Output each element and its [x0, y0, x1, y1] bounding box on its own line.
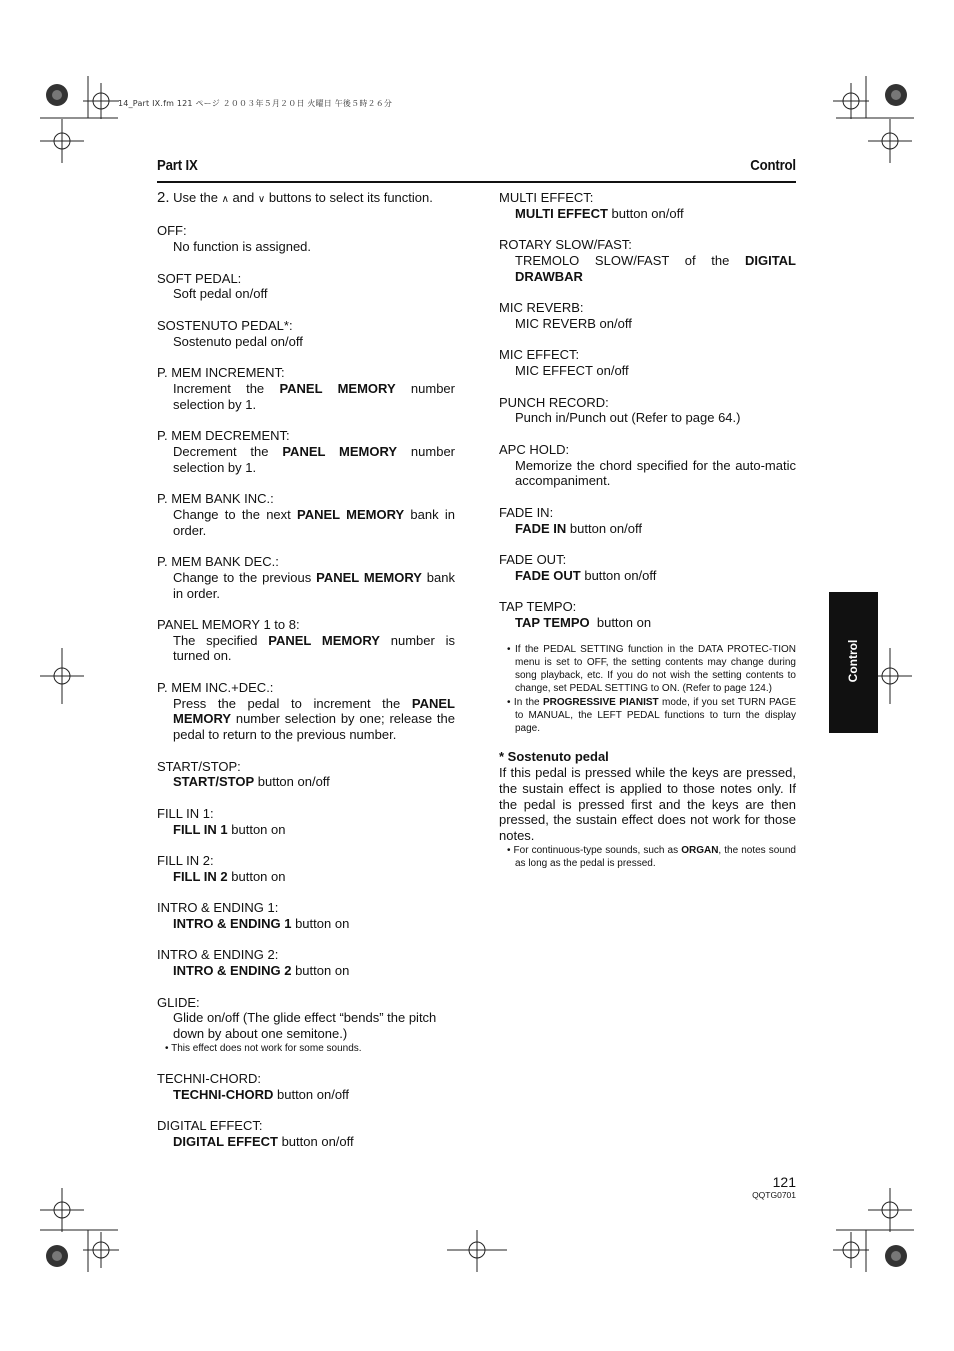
- step-2: [157, 190, 455, 208]
- entry-pmem-increment: [157, 365, 455, 412]
- entry-desc: Decrement the PANEL MEMORY number selection by 1.: [173, 443, 455, 475]
- entry-apc-hold: [499, 442, 796, 489]
- entry-desc: TREMOLO SLOW/FAST of the DIGITAL DRAWBAR: [515, 252, 796, 284]
- entry-multi-effect: [499, 190, 796, 222]
- entry-tap-tempo: [499, 599, 796, 631]
- entry-rotary: [499, 237, 796, 284]
- entry-desc: Change to the next PANEL MEMORY bank in order.: [173, 506, 455, 538]
- entry-pmem-inc-dec: [157, 680, 455, 743]
- left-column: [157, 190, 455, 1165]
- note-organ: • For continuous-type sounds, such as ORGAN, the notes sound as long as the pedal is pressed.: [507, 844, 796, 870]
- step-text-before: Use the: [173, 190, 218, 205]
- right-column: [499, 190, 796, 870]
- print-header: 14_Part IX.fm 121 ページ ２００３年５月２０日 火曜日 午後５時２６分: [118, 99, 393, 108]
- entry-punch-record: [499, 395, 796, 427]
- entry-fade-out: [499, 552, 796, 584]
- entry-term: START/STOP:: [157, 758, 241, 774]
- entry-fill-in-2: [157, 853, 455, 885]
- entry-desc: Glide on/off (The glide effect “bends” the pitch down by about one semitone.): [173, 1010, 437, 1042]
- entry-techni-chord: [157, 1071, 455, 1103]
- entry-term: P. MEM BANK DEC.:: [157, 553, 279, 569]
- entry-term: MULTI EFFECT:: [499, 190, 594, 205]
- side-tab: [829, 592, 878, 733]
- entry-term: INTRO & ENDING 2:: [157, 947, 279, 963]
- entry-term: MIC EFFECT:: [499, 347, 580, 363]
- section-title: Control: [750, 157, 796, 174]
- entry-desc: START/STOP button on/off: [173, 774, 330, 790]
- entry-pmem-bank-inc: [157, 491, 455, 538]
- entry-desc: TECHNI-CHORD button on/off: [173, 1086, 350, 1102]
- entry-desc: No function is assigned.: [173, 239, 312, 255]
- entry-desc: Press the pedal to increment the PANEL MEMORY number selection by one; release the pedal to return to the previous number.: [173, 695, 455, 743]
- entry-desc: Increment the PANEL MEMORY number selection by 1.: [173, 380, 455, 412]
- entry-desc: TAP TEMPO button on: [515, 614, 652, 630]
- entry-desc: Change to the previous PANEL MEMORY bank in order.: [173, 569, 455, 601]
- entry-panel-memory: [157, 617, 455, 664]
- entry-term: DIGITAL EFFECT:: [157, 1117, 263, 1133]
- entry-desc: Punch in/Punch out (Refer to page 64.): [515, 410, 741, 426]
- page-number: 121: [772, 1174, 796, 1190]
- entry-mic-reverb: [499, 300, 796, 332]
- entry-fade-in: [499, 505, 796, 537]
- entry-term: INTRO & ENDING 1:: [157, 900, 279, 916]
- entry-intro-ending-2: [157, 947, 455, 979]
- entry-desc: FILL IN 2 button on: [173, 868, 286, 884]
- entry-start-stop: [157, 759, 455, 791]
- entry-desc: MULTI EFFECT button on/off: [515, 205, 684, 221]
- entry-term: FILL IN 1:: [157, 805, 214, 821]
- entry-term: TAP TEMPO:: [499, 599, 577, 615]
- entry-term: SOSTENUTO PEDAL*:: [157, 317, 293, 333]
- sostenuto-body: If this pedal is pressed while the keys are pressed, the sustain effect is applied to those notes only. If the pedal is pressed first and the keys are then pressed, the sustain effect does not work for those notes.: [499, 764, 796, 844]
- entry-desc: FILL IN 1 button on: [173, 821, 286, 837]
- entry-soft-pedal: [157, 271, 455, 303]
- down-arrow-icon: ∨: [257, 194, 266, 205]
- note-progressive-pianist: • In the PROGRESSIVE PIANIST mode, if you set TURN PAGE to MANUAL, the LEFT PEDAL functions to turn the display page.: [507, 696, 796, 734]
- document-code: QQTG0701: [752, 1190, 796, 1200]
- entry-desc: Memorize the chord specified for the auto-matic accompaniment.: [515, 457, 796, 489]
- entry-pmem-decrement: [157, 428, 455, 475]
- entry-term: OFF:: [157, 223, 187, 239]
- entry-sostenuto-pedal: [157, 318, 455, 350]
- entry-term: APC HOLD:: [499, 441, 570, 457]
- step-text-mid: and: [232, 190, 255, 205]
- entry-term: PANEL MEMORY 1 to 8:: [157, 616, 300, 632]
- entry-desc: Sostenuto pedal on/off: [173, 333, 303, 349]
- entry-term: FADE OUT:: [499, 551, 567, 567]
- entry-term: SOFT PEDAL:: [157, 270, 242, 286]
- entry-off: [157, 223, 455, 255]
- entry-desc: INTRO & ENDING 1 button on: [173, 916, 350, 932]
- side-tab-label: Control: [846, 639, 860, 683]
- entry-term: GLIDE:: [157, 994, 200, 1010]
- entry-term: TECHNI-CHORD:: [157, 1070, 261, 1086]
- step-number: 2.: [157, 189, 170, 206]
- entry-note: • This effect does not work for some sounds.: [165, 1042, 362, 1054]
- entry-pmem-bank-dec: [157, 554, 455, 601]
- entry-term: ROTARY SLOW/FAST:: [499, 237, 632, 253]
- entry-desc: FADE IN button on/off: [515, 520, 642, 536]
- notes-block: [499, 643, 796, 735]
- header-rule: [157, 181, 796, 183]
- entry-desc: INTRO & ENDING 2 button on: [173, 963, 350, 979]
- step-text-after: buttons to select its function.: [268, 190, 433, 205]
- sostenuto-heading: * Sostenuto pedal: [499, 749, 609, 765]
- entry-desc: Soft pedal on/off: [173, 286, 268, 302]
- entry-glide: [157, 995, 455, 1056]
- entry-term: MIC REVERB:: [499, 300, 584, 316]
- entry-desc: DIGITAL EFFECT button on/off: [173, 1133, 354, 1149]
- entry-term: P. MEM INCREMENT:: [157, 364, 285, 380]
- entry-term: FILL IN 2:: [157, 853, 214, 869]
- entry-term: P. MEM INC.+DEC.:: [157, 679, 274, 695]
- part-title: Part IX: [157, 157, 198, 174]
- entry-mic-effect: [499, 347, 796, 379]
- entry-intro-ending-1: [157, 900, 455, 932]
- up-arrow-icon: ∧: [221, 194, 229, 205]
- entry-desc: The specified PANEL MEMORY number is turned on.: [173, 632, 455, 664]
- entry-term: FADE IN:: [499, 504, 554, 520]
- entry-desc: MIC REVERB on/off: [515, 315, 632, 331]
- entry-term: P. MEM DECREMENT:: [157, 427, 290, 443]
- entry-term: PUNCH RECORD:: [499, 394, 609, 410]
- entry-digital-effect: [157, 1118, 455, 1150]
- entry-desc: MIC EFFECT on/off: [515, 363, 629, 379]
- entry-term: P. MEM BANK INC.:: [157, 490, 274, 506]
- entry-desc: FADE OUT button on/off: [515, 567, 657, 583]
- note-pedal-setting: • If the PEDAL SETTING function in the DATA PROTEC-TION menu is set to OFF, the setting contents may change during song playback, etc. If you do not wish the setting contents to change, set PEDAL SETTING to ON. (Refer to page 124.): [507, 643, 796, 695]
- entry-fill-in-1: [157, 806, 455, 838]
